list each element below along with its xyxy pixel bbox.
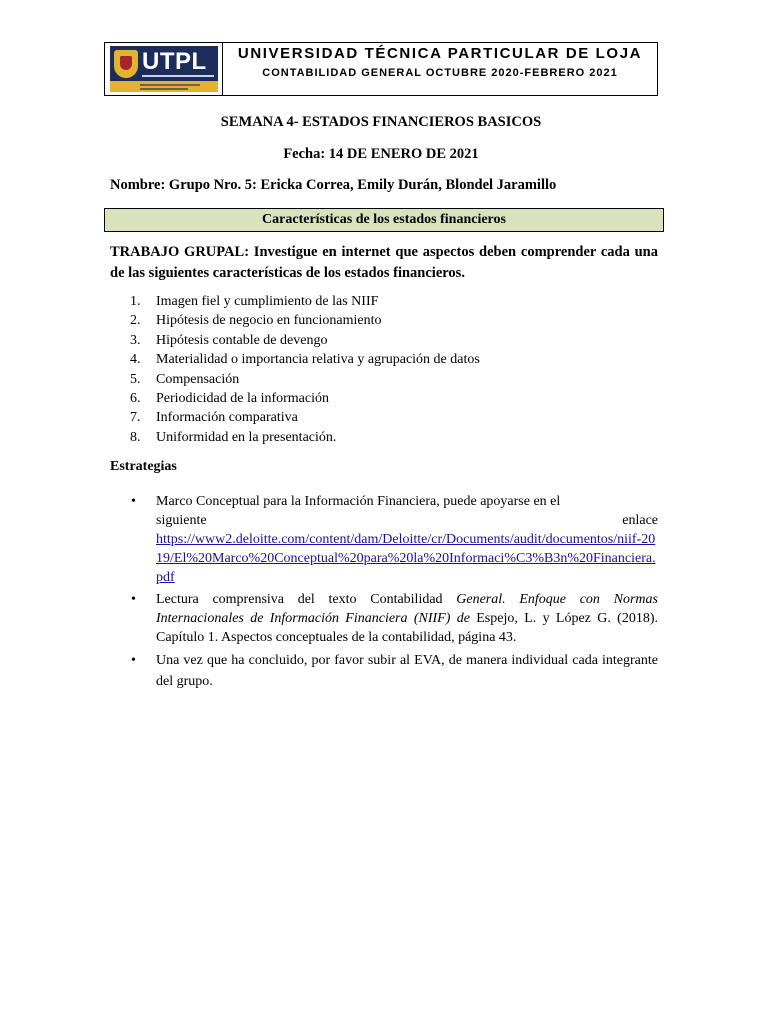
- list-item: 6. Periodicidad de la información: [130, 391, 329, 407]
- list-item: 7. Información comparativa: [130, 410, 298, 426]
- list-item: 4. Materialidad o importancia relativa y agrupación de datos: [130, 352, 480, 368]
- task-paragraph: TRABAJO GRUPAL: Investigue en internet que aspectos deben comprender cada una de las siguientes características de los estados financieros.: [110, 244, 658, 281]
- date-line: Fecha: 14 DE ENERO DE 2021: [283, 146, 479, 162]
- bullet-icon: •: [131, 494, 136, 509]
- deloitte-link[interactable]: https://www2.deloitte.com/content/dam/Deloitte/cr/Documents/audit/documentos/niif-2019/El%20Marco%20Conceptual%20para%20la%20Informaci%C3%B3n%20Financiera.pdf: [156, 532, 656, 585]
- characteristics-list: [110, 292, 480, 447]
- logo-cell: [105, 43, 223, 95]
- strategies-list: [110, 492, 658, 695]
- university-name: UNIVERSIDAD TÉCNICA PARTICULAR DE LOJA: [237, 45, 643, 62]
- name-line: Nombre: Grupo Nro. 5: Ericka Correa, Emily Durán, Blondel Jaramillo: [110, 177, 557, 193]
- list-item: 8. Uniformidad en la presentación.: [130, 429, 337, 445]
- strategies-heading: Estrategias: [110, 459, 177, 474]
- bullet-icon: •: [131, 653, 136, 668]
- course-name: CONTABILIDAD GENERAL OCTUBRE 2020-FEBRERO 2021: [262, 67, 618, 79]
- bullet-icon: •: [131, 592, 136, 607]
- document-header: [104, 42, 658, 96]
- logo-yellow-band: [110, 81, 218, 92]
- section-title: Características de los estados financieros: [104, 208, 664, 232]
- bullet-item: • Una vez que ha concluido, por favor subir al EVA, de manera individual cada integrante del grupo.: [110, 650, 658, 692]
- week-title: SEMANA 4- ESTADOS FINANCIEROS BASICOS: [220, 114, 542, 130]
- list-item: 3. Hipótesis contable de devengo: [130, 332, 328, 348]
- bullet-item: • Marco Conceptual para la Información Financiera, puede apoyarse en el siguiente enlace https://www2.deloitte.com/content/dam/Deloitte/cr/Documents/audit/documentos/niif-2019/El%20Marco%20Conceptual%20para%20la%20Informaci%C3%B3n%20Financiera.pdf: [131, 494, 658, 585]
- university-shield-icon: [114, 50, 138, 78]
- list-item: 1. Imagen fiel y cumplimiento de las NIIF: [130, 294, 379, 309]
- list-item: 2. Hipótesis de negocio en funcionamiento: [130, 313, 382, 329]
- utpl-logo: [110, 46, 218, 92]
- bullet-item: • Lectura comprensiva del texto Contabilidad General. Enfoque con Normas Internacionales de Información Financiera (NIIF) de Espejo, L. y López G. (2018). Capítulo 1. Aspectos conceptuales de la contabilidad, página 43.: [131, 592, 658, 645]
- list-item: 5. Compensación: [130, 371, 240, 387]
- logo-brand-text: UTPL: [142, 48, 207, 75]
